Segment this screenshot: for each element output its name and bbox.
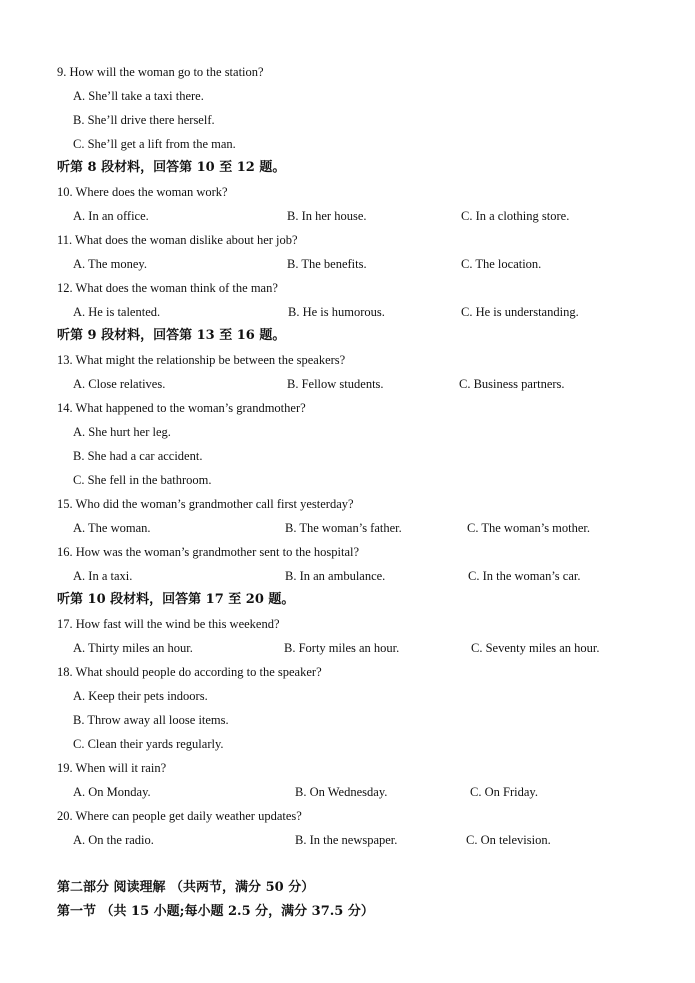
question-9-option-a: A. She’ll take a taxi there.	[73, 89, 204, 103]
question-12-stem: 12. What does the woman think of the man?	[57, 281, 278, 295]
question-12-option-b: B. He is humorous.	[288, 305, 385, 319]
question-17-option-a: A. Thirty miles an hour.	[73, 641, 193, 655]
question-10-option-b: B. In her house.	[287, 209, 367, 223]
section-10-header: 听第 10 段材料，回答第 17 至 20 题。	[57, 592, 295, 607]
question-19-option-a: A. On Monday.	[73, 785, 151, 799]
question-9-option-b: B. She’ll drive there herself.	[73, 113, 215, 127]
question-14-option-b: B. She had a car accident.	[73, 449, 203, 463]
question-19-stem: 19. When will it rain?	[57, 761, 167, 775]
question-16-option-c: C. In the woman’s car.	[468, 569, 581, 583]
question-20-option-a: A. On the radio.	[73, 833, 154, 847]
question-18-option-b: B. Throw away all loose items.	[73, 713, 229, 727]
question-10-stem: 10. Where does the woman work?	[57, 185, 228, 199]
question-20-stem: 20. Where can people get daily weather updates?	[57, 809, 302, 823]
question-12-option-c: C. He is understanding.	[461, 305, 579, 319]
question-19-option-b: B. On Wednesday.	[295, 785, 388, 799]
question-11-option-a: A. The money.	[73, 257, 147, 271]
question-14-option-c: C. She fell in the bathroom.	[73, 473, 212, 487]
question-15-stem: 15. Who did the woman’s grandmother call first yesterday?	[57, 497, 354, 511]
section-9-header: 听第 9 段材料，回答第 13 至 16 题。	[57, 328, 286, 343]
question-9-stem: 9. How will the woman go to the station?	[57, 65, 264, 79]
question-11-option-b: B. The benefits.	[287, 257, 367, 271]
part-2-header: 第二部分 阅读理解 （共两节，满分 50 分）	[57, 880, 315, 895]
question-13-option-a: A. Close relatives.	[73, 377, 166, 391]
question-13-stem: 13. What might the relationship be between the speakers?	[57, 353, 346, 367]
section-8-header: 听第 8 段材料，回答第 10 至 12 题。	[57, 160, 286, 175]
question-18-option-c: C. Clean their yards regularly.	[73, 737, 224, 751]
question-19-option-c: C. On Friday.	[470, 785, 538, 799]
question-15-option-b: B. The woman’s father.	[285, 521, 402, 535]
question-13-option-c: C. Business partners.	[459, 377, 565, 391]
question-20-option-b: B. In the newspaper.	[295, 833, 398, 847]
section-1-header: 第一节 （共 15 小题;每小题 2.5 分，满分 37.5 分）	[57, 904, 374, 919]
question-16-option-b: B. In an ambulance.	[285, 569, 386, 583]
question-17-option-b: B. Forty miles an hour.	[284, 641, 400, 655]
question-13-option-b: B. Fellow students.	[287, 377, 384, 391]
question-10-option-a: A. In an office.	[73, 209, 149, 223]
question-10-option-c: C. In a clothing store.	[461, 209, 570, 223]
question-15-option-c: C. The woman’s mother.	[467, 521, 591, 535]
question-12-option-a: A. He is talented.	[73, 305, 161, 319]
question-14-option-a: A. She hurt her leg.	[73, 425, 171, 439]
question-17-stem: 17. How fast will the wind be this weekend?	[57, 617, 280, 631]
question-9-option-c: C. She’ll get a lift from the man.	[73, 137, 236, 151]
question-15-option-a: A. The woman.	[73, 521, 151, 535]
question-16-stem: 16. How was the woman’s grandmother sent to the hospital?	[57, 545, 360, 559]
question-17-option-c: C. Seventy miles an hour.	[471, 641, 600, 655]
question-11-stem: 11. What does the woman dislike about her job?	[57, 233, 298, 247]
question-16-option-a: A. In a taxi.	[73, 569, 133, 583]
question-18-stem: 18. What should people do according to the speaker?	[57, 665, 322, 679]
question-18-option-a: A. Keep their pets indoors.	[73, 689, 208, 703]
question-20-option-c: C. On television.	[466, 833, 551, 847]
question-11-option-c: C. The location.	[461, 257, 542, 271]
question-14-stem: 14. What happened to the woman’s grandmother?	[57, 401, 306, 415]
